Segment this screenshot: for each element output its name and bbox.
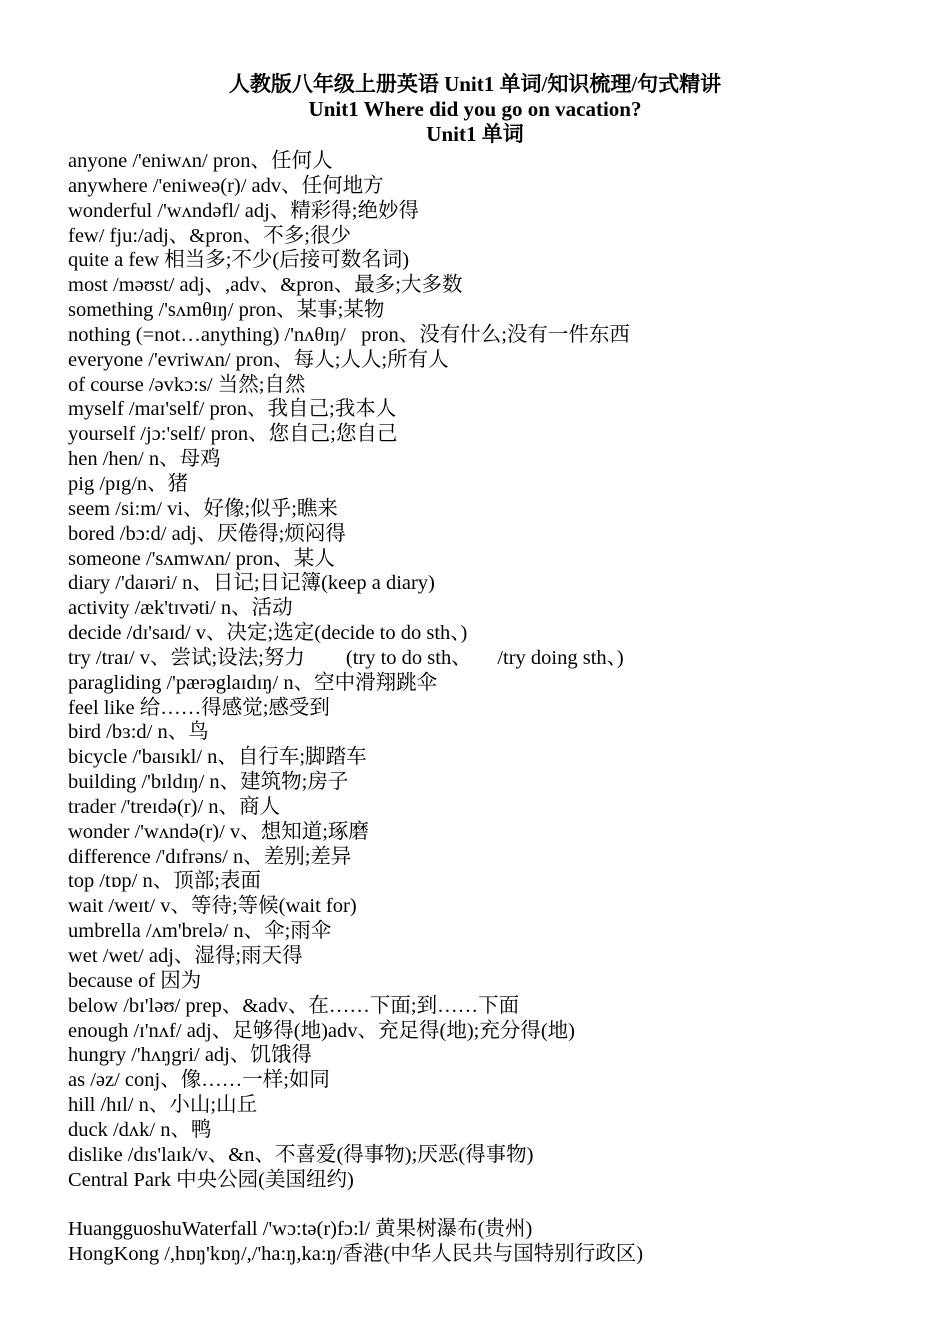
vocab-entry: most /məʊst/ adj、,adv、&pron、最多;大多数 bbox=[68, 274, 463, 297]
vocab-entry: umbrella /ʌm'brelə/ n、伞;雨伞 bbox=[68, 920, 332, 943]
vocab-entry: trader /'treɪdə(r)/ n、商人 bbox=[68, 795, 281, 818]
title-block bbox=[0, 72, 950, 147]
vocab-entry: everyone /'evriwʌn/ pron、每人;人人;所有人 bbox=[68, 348, 449, 371]
vocab-entry: diary /'daɪəri/ n、日记;日记簿(keep a diary) bbox=[68, 572, 435, 595]
vocab-entry: enough /ɪ'nʌf/ adj、足够得(地)adv、充足得(地);充分得(地) bbox=[68, 1019, 576, 1042]
vocab-entry: seem /si:m/ vi、好像;似乎;瞧来 bbox=[68, 497, 338, 520]
vocab-entry: HongKong /,hɒŋ'kɒŋ/,/'ha:ŋ,ka:ŋ/香港(中华人民共与国特别行政区) bbox=[68, 1243, 644, 1266]
vocab-entry: as /əz/ conj、像……一样;如同 bbox=[68, 1069, 330, 1092]
vocab-entry: hill /hɪl/ n、小山;山丘 bbox=[68, 1094, 258, 1117]
vocab-entry: building /'bɪldɪŋ/ n、建筑物;房子 bbox=[68, 771, 349, 794]
vocab-entry: because of 因为 bbox=[68, 969, 202, 992]
vocabulary-list bbox=[68, 149, 938, 1267]
section-heading: Unit1 单词 bbox=[426, 122, 524, 146]
vocab-entry: top /tɒp/ n、顶部;表面 bbox=[68, 870, 261, 893]
vocab-entry: activity /æk'tɪvəti/ n、活动 bbox=[68, 597, 293, 620]
unit-subtitle: Unit1 Where did you go on vacation? bbox=[308, 97, 642, 121]
vocab-entry: bored /bɔ:d/ adj、厌倦得;烦闷得 bbox=[68, 522, 346, 545]
blank-line bbox=[68, 1192, 938, 1217]
vocab-entry: decide /dɪ'saɪd/ v、决定;选定(decide to do sth、) bbox=[68, 622, 468, 645]
vocab-entry: bicycle /'baɪsɪkl/ n、自行车;脚踏车 bbox=[68, 746, 367, 769]
vocab-entry: wonder /'wʌndə(r)/ v、想知道;琢磨 bbox=[68, 820, 369, 843]
vocab-entry: of course /əvkɔ:s/ 当然;自然 bbox=[68, 373, 306, 396]
vocab-entry: hungry /'hʌŋgri/ adj、饥饿得 bbox=[68, 1044, 312, 1067]
vocab-entry: yourself /jɔ:'self/ pron、您自己;您自己 bbox=[68, 423, 398, 446]
vocab-entry: few/ fju:/adj、&pron、不多;很少 bbox=[68, 224, 351, 247]
vocab-entry: bird /bɜ:d/ n、鸟 bbox=[68, 721, 209, 744]
vocab-entry: hen /hen/ n、母鸡 bbox=[68, 448, 221, 471]
vocab-entry: paragliding /'pærəglaɪdɪŋ/ n、空中滑翔跳伞 bbox=[68, 671, 438, 694]
vocab-entry: try /traɪ/ v、尝试;设法;努力 (try to do sth、 /try doing sth、) bbox=[68, 646, 624, 669]
vocab-entry: feel like 给……得感觉;感受到 bbox=[68, 696, 330, 719]
vocab-entry: duck /dʌk/ n、鸭 bbox=[68, 1118, 212, 1141]
vocab-entry: below /bɪ'ləʊ/ prep、&adv、在……下面;到……下面 bbox=[68, 994, 520, 1017]
vocab-entry: pig /pɪg/n、猪 bbox=[68, 472, 189, 495]
vocab-entry: HuangguoshuWaterfall /'wɔ:tə(r)fɔ:l/ 黄果树瀑布(贵州) bbox=[68, 1218, 533, 1241]
vocab-entry: wait /weɪt/ v、等待;等候(wait for) bbox=[68, 895, 357, 918]
vocab-entry: quite a few 相当多;不少(后接可数名词) bbox=[68, 249, 410, 272]
vocab-entry: difference /'dɪfrəns/ n、差别;差异 bbox=[68, 845, 352, 868]
vocab-entry: dislike /dɪs'laɪk/v、&n、不喜爱(得事物);厌恶(得事物) bbox=[68, 1143, 534, 1166]
vocab-entry: wonderful /'wʌndəfl/ adj、精彩得;绝妙得 bbox=[68, 199, 420, 222]
vocab-entry: nothing (=not…anything) /'nʌθɪŋ/ pron、没有什么;没有一件东西 bbox=[68, 323, 630, 346]
vocab-entry: someone /'sʌmwʌn/ pron、某人 bbox=[68, 547, 335, 570]
vocab-entry: anywhere /'eniweə(r)/ adv、任何地方 bbox=[68, 174, 384, 197]
document-title: 人教版八年级上册英语 Unit1 单词/知识梳理/句式精讲 bbox=[228, 72, 722, 96]
vocab-entry: myself /maɪ'self/ pron、我自己;我本人 bbox=[68, 398, 397, 421]
vocab-entry: anyone /'eniwʌn/ pron、任何人 bbox=[68, 150, 333, 172]
vocab-entry: Central Park 中央公园(美国纽约) bbox=[68, 1168, 354, 1191]
vocab-entry: something /'sʌmθɪŋ/ pron、某事;某物 bbox=[68, 299, 385, 322]
vocab-entry: wet /wet/ adj、湿得;雨天得 bbox=[68, 945, 303, 967]
